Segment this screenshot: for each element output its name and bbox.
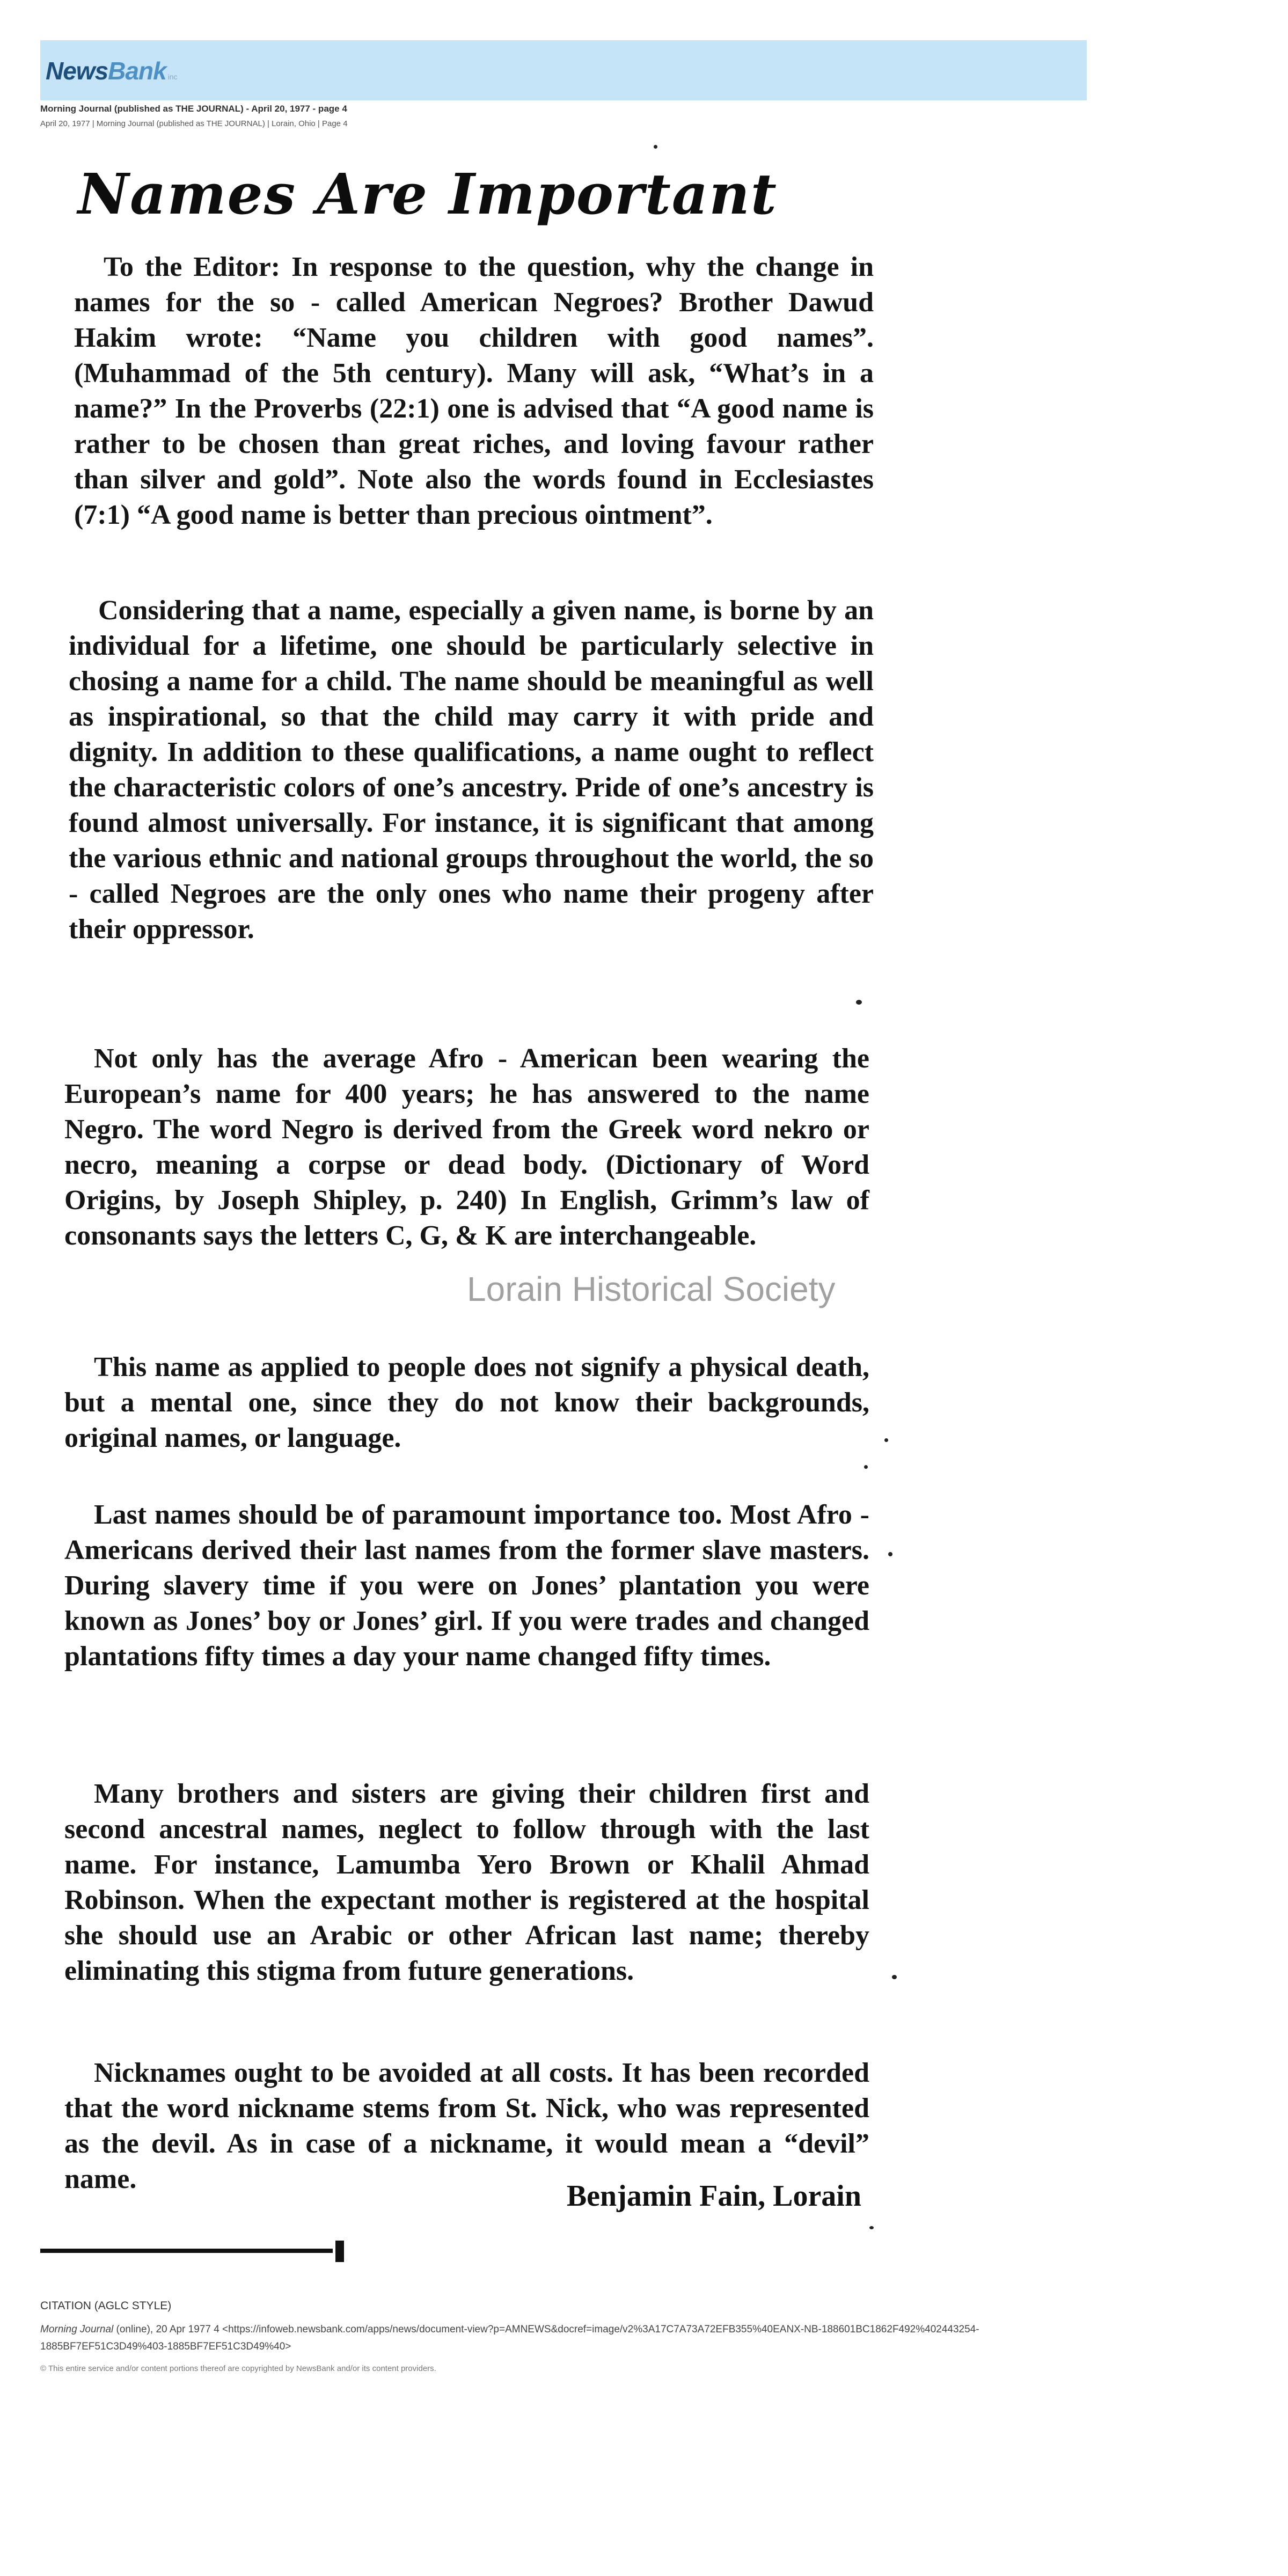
article-end-rule [40, 2249, 333, 2253]
article-paragraph-7: Nicknames ought to be avoided at all costs. It has been recorded that the word nickname stems from St. Nick, who was represented as the devil. As in case of a nickname, it would mean a “devil” name. [64, 2058, 869, 2194]
watermark: Lorain Historical Society [467, 1270, 836, 1308]
print-speck [654, 145, 657, 149]
copyright-notice: © This entire service and/or content portions thereof are copyrighted by NewsBank and/or its content providers. [40, 2364, 436, 2373]
newsbank-logo[interactable] [46, 56, 178, 85]
logo-text-news: News [46, 57, 108, 85]
article-paragraph-2: Considering that a name, especially a given name, is borne by an individual for a lifetime, one should be particularly selective in chosing a name for a child. The name should be meaningful as well as inspirational, so that the child may carry it with pride and dignity. In addition to these qualifications, a name ought to reflect the characteristic colors of one’s ancestry. Pride of one’s ancestry is found almost universally. For instance, it is significant that among the various ethnic and national groups throughout the world, the so - called Negroes are the only ones who name their progeny after their oppressor. [69, 595, 874, 945]
source-details: April 20, 1977 | Morning Journal (published as THE JOURNAL) | Lorain, Ohio | Page 4 [40, 119, 348, 128]
print-speck [856, 1000, 862, 1005]
citation-url[interactable]: (online), 20 Apr 1977 4 <https://infoweb.newsbank.com/apps/news/document-view?p=AMNEWS&docref=image/v2%3A17C7A73A72EFB355%40EANX-NB-188601BC1862F492%402443254-1885BF7EF51C3D49%403-1885BF7EF51C3D49%40> [40, 2324, 979, 2352]
citation-text [40, 2321, 1049, 2355]
print-speck [892, 1975, 897, 1979]
article-paragraph-4: This name as applied to people does not signify a physical death, but a mental one, since they do not know their backgrounds, original names, or language. [64, 1352, 869, 1453]
letter-signature: Benjamin Fain, Lorain [566, 2179, 861, 2213]
newsbank-banner [40, 40, 1087, 100]
source-title: Morning Journal (published as THE JOURNAL) - April 20, 1977 - page 4 [40, 104, 347, 114]
rule-end-mark [335, 2241, 344, 2262]
print-speck [888, 1552, 892, 1556]
article-paragraph-5: Last names should be of paramount importance too. Most Afro - Americans derived their last names from the former slave masters. During slavery time if you were on Jones’ plantation you were known as Jones’ boy or Jones’ girl. If you were trades and changed plantations fifty times a day your name changed fifty times. [64, 1499, 869, 1672]
citation-publication: Morning Journal [40, 2324, 114, 2335]
print-speck [864, 1465, 868, 1469]
logo-text-bank: Bank [108, 57, 166, 85]
article-headline: Names Are Important [78, 161, 778, 227]
article-paragraph-6: Many brothers and sisters are giving their children first and second ancestral names, neglect to follow through with the last name. For instance, Lamumba Yero Brown or Khalil Ahmad Robinson. When the expectant mother is registered at the hospital she should use an Arabic or other African last name; thereby eliminating this stigma from future generations. [64, 1779, 869, 1986]
logo-suffix: inc [167, 72, 178, 81]
article-paragraph-1: To the Editor: In response to the question, why the change in names for the so - called American Negroes? Brother Dawud Hakim wrote: “Name you children with good names”. (Muhammad of the 5th century). Many will ask, “What’s in a name?” In the Proverbs (22:1) one is advised that “A good name is rather to be chosen than great riches, and loving favour rather than silver and gold”. Note also the words found in Ecclesiastes (7:1) “A good name is better than precious ointment”. [74, 252, 874, 530]
newspaper-clipping [64, 145, 902, 2281]
citation-heading: CITATION (AGLC STYLE) [40, 2300, 172, 2312]
print-speck [884, 1438, 888, 1442]
article-paragraph-3: Not only has the average Afro - American been wearing the European’s name for 400 years; he has answered to the name Negro. The word Negro is derived from the Greek word nekro or necro, meaning a corpse or dead body. (Dictionary of Word Origins, by Joseph Shipley, p. 240) In English, Grimm’s law of consonants says the letters C, G, & K are interchangeable. [64, 1043, 869, 1251]
print-speck [869, 2226, 874, 2229]
